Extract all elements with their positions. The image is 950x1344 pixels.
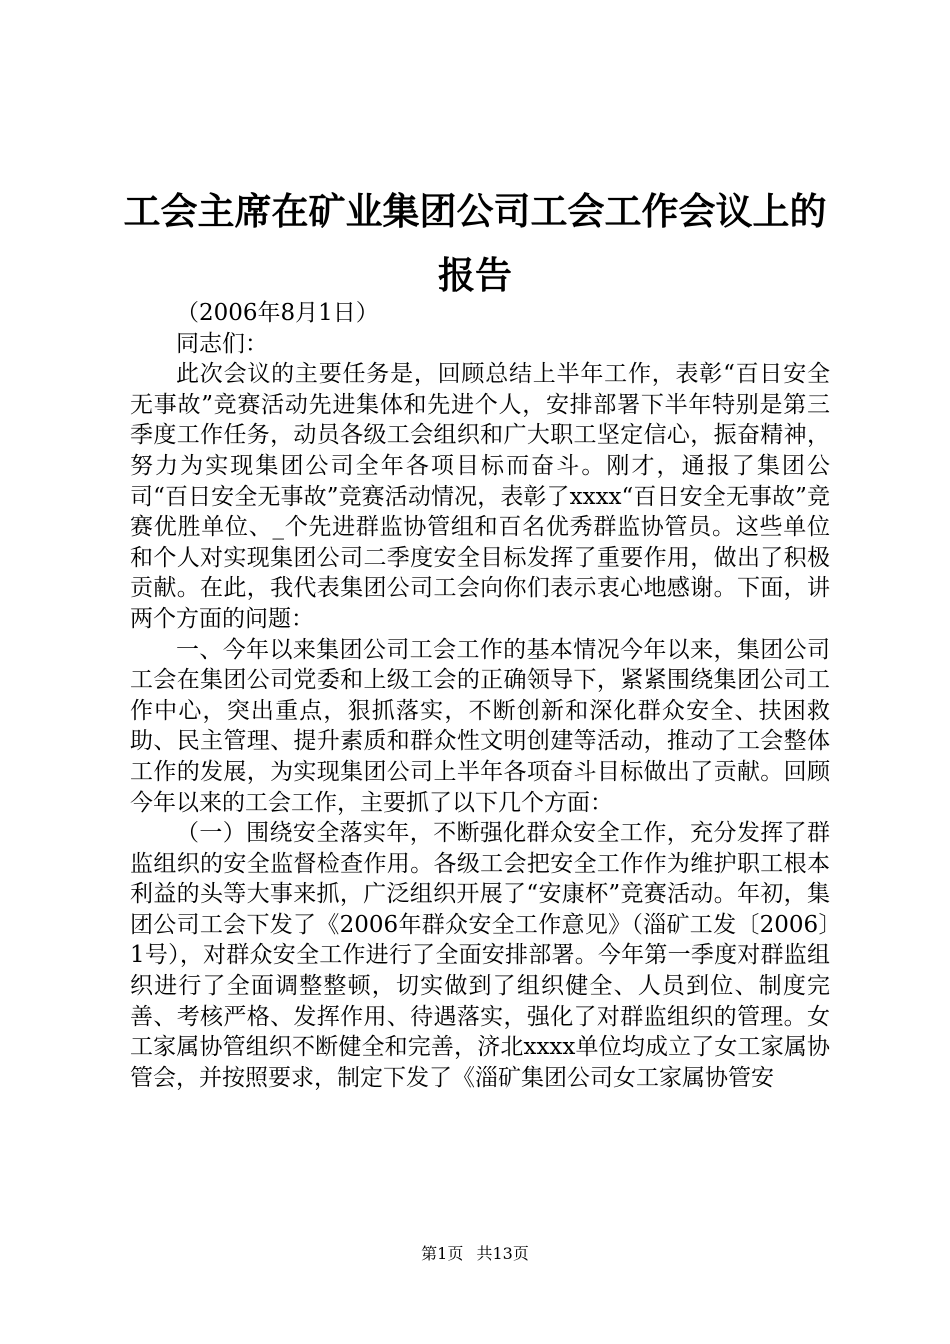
paragraph: 此次会议的主要任务是，回顾总结上半年工作，表彰“百日安全无事故”竞赛活动先进集体和先进个人，安排部署下半年特别是第三季度工作任务，动员各级工会组织和广大职工坚定信心，振奋精神，努力为实现集团公司全年各项目标而奋斗。刚才，通报了集团公司“百日安全无事故”竞赛活动情况，表彰了xxxx“百日安全无事故”竞赛优胜单位、_个先进群监协管组和百名优秀群监协管员。这些单位和个人对实现集团公司二季度安全目标发挥了重要作用，做出了积极贡献。在此，我代表集团公司工会向你们表示衷心地感谢。下面，讲两个方面的问题： (130, 361, 830, 632)
document-title: 工会主席在矿业集团公司工会工作会议上的报告 (123, 190, 827, 297)
page-number: 第1页 (421, 1244, 464, 1263)
date-line: （2006年8月1日） (176, 300, 379, 326)
salutation: 同志们： (176, 330, 268, 357)
paragraph: （一）围绕安全落实年，不断强化群众安全工作，充分发挥了群监组织的安全监督检查作用。各级工会把安全工作作为维护职工根本利益的头等大事来抓，广泛组织开展了“安康杯”竞赛活动。年初，集团公司工会下发了《2006年群众安全工作意见》（淄矿工发〔2006〕1号），对群众安全工作进行了全面安排部署。今年第一季度对群监组织进行了全面调整整顿，切实做到了组织健全、人员到位、制度完善、考核严格、发挥作用、待遇落实，强化了对群监组织的管理。女工家属协管组织不断健全和完善，济北xxxx单位均成立了女工家属协管会，并按照要求，制定下发了《淄矿集团公司女工家属协管安 (130, 820, 830, 1091)
page-total: 共13页 (476, 1244, 529, 1263)
document-body (130, 298, 830, 1093)
paragraph: 一、今年以来集团公司工会工作的基本情况今年以来，集团公司工会在集团公司党委和上级工会的正确领导下，紧紧围绕集团公司工作中心，突出重点，狠抓落实，不断创新和深化群众安全、扶困救助、民主管理、提升素质和群众性文明创建等活动，推动了工会整体工作的发展，为实现集团公司上半年各项奋斗目标做出了贡献。回顾今年以来的工会工作，主要抓了以下几个方面： (130, 636, 830, 816)
page-footer (0, 1244, 950, 1264)
